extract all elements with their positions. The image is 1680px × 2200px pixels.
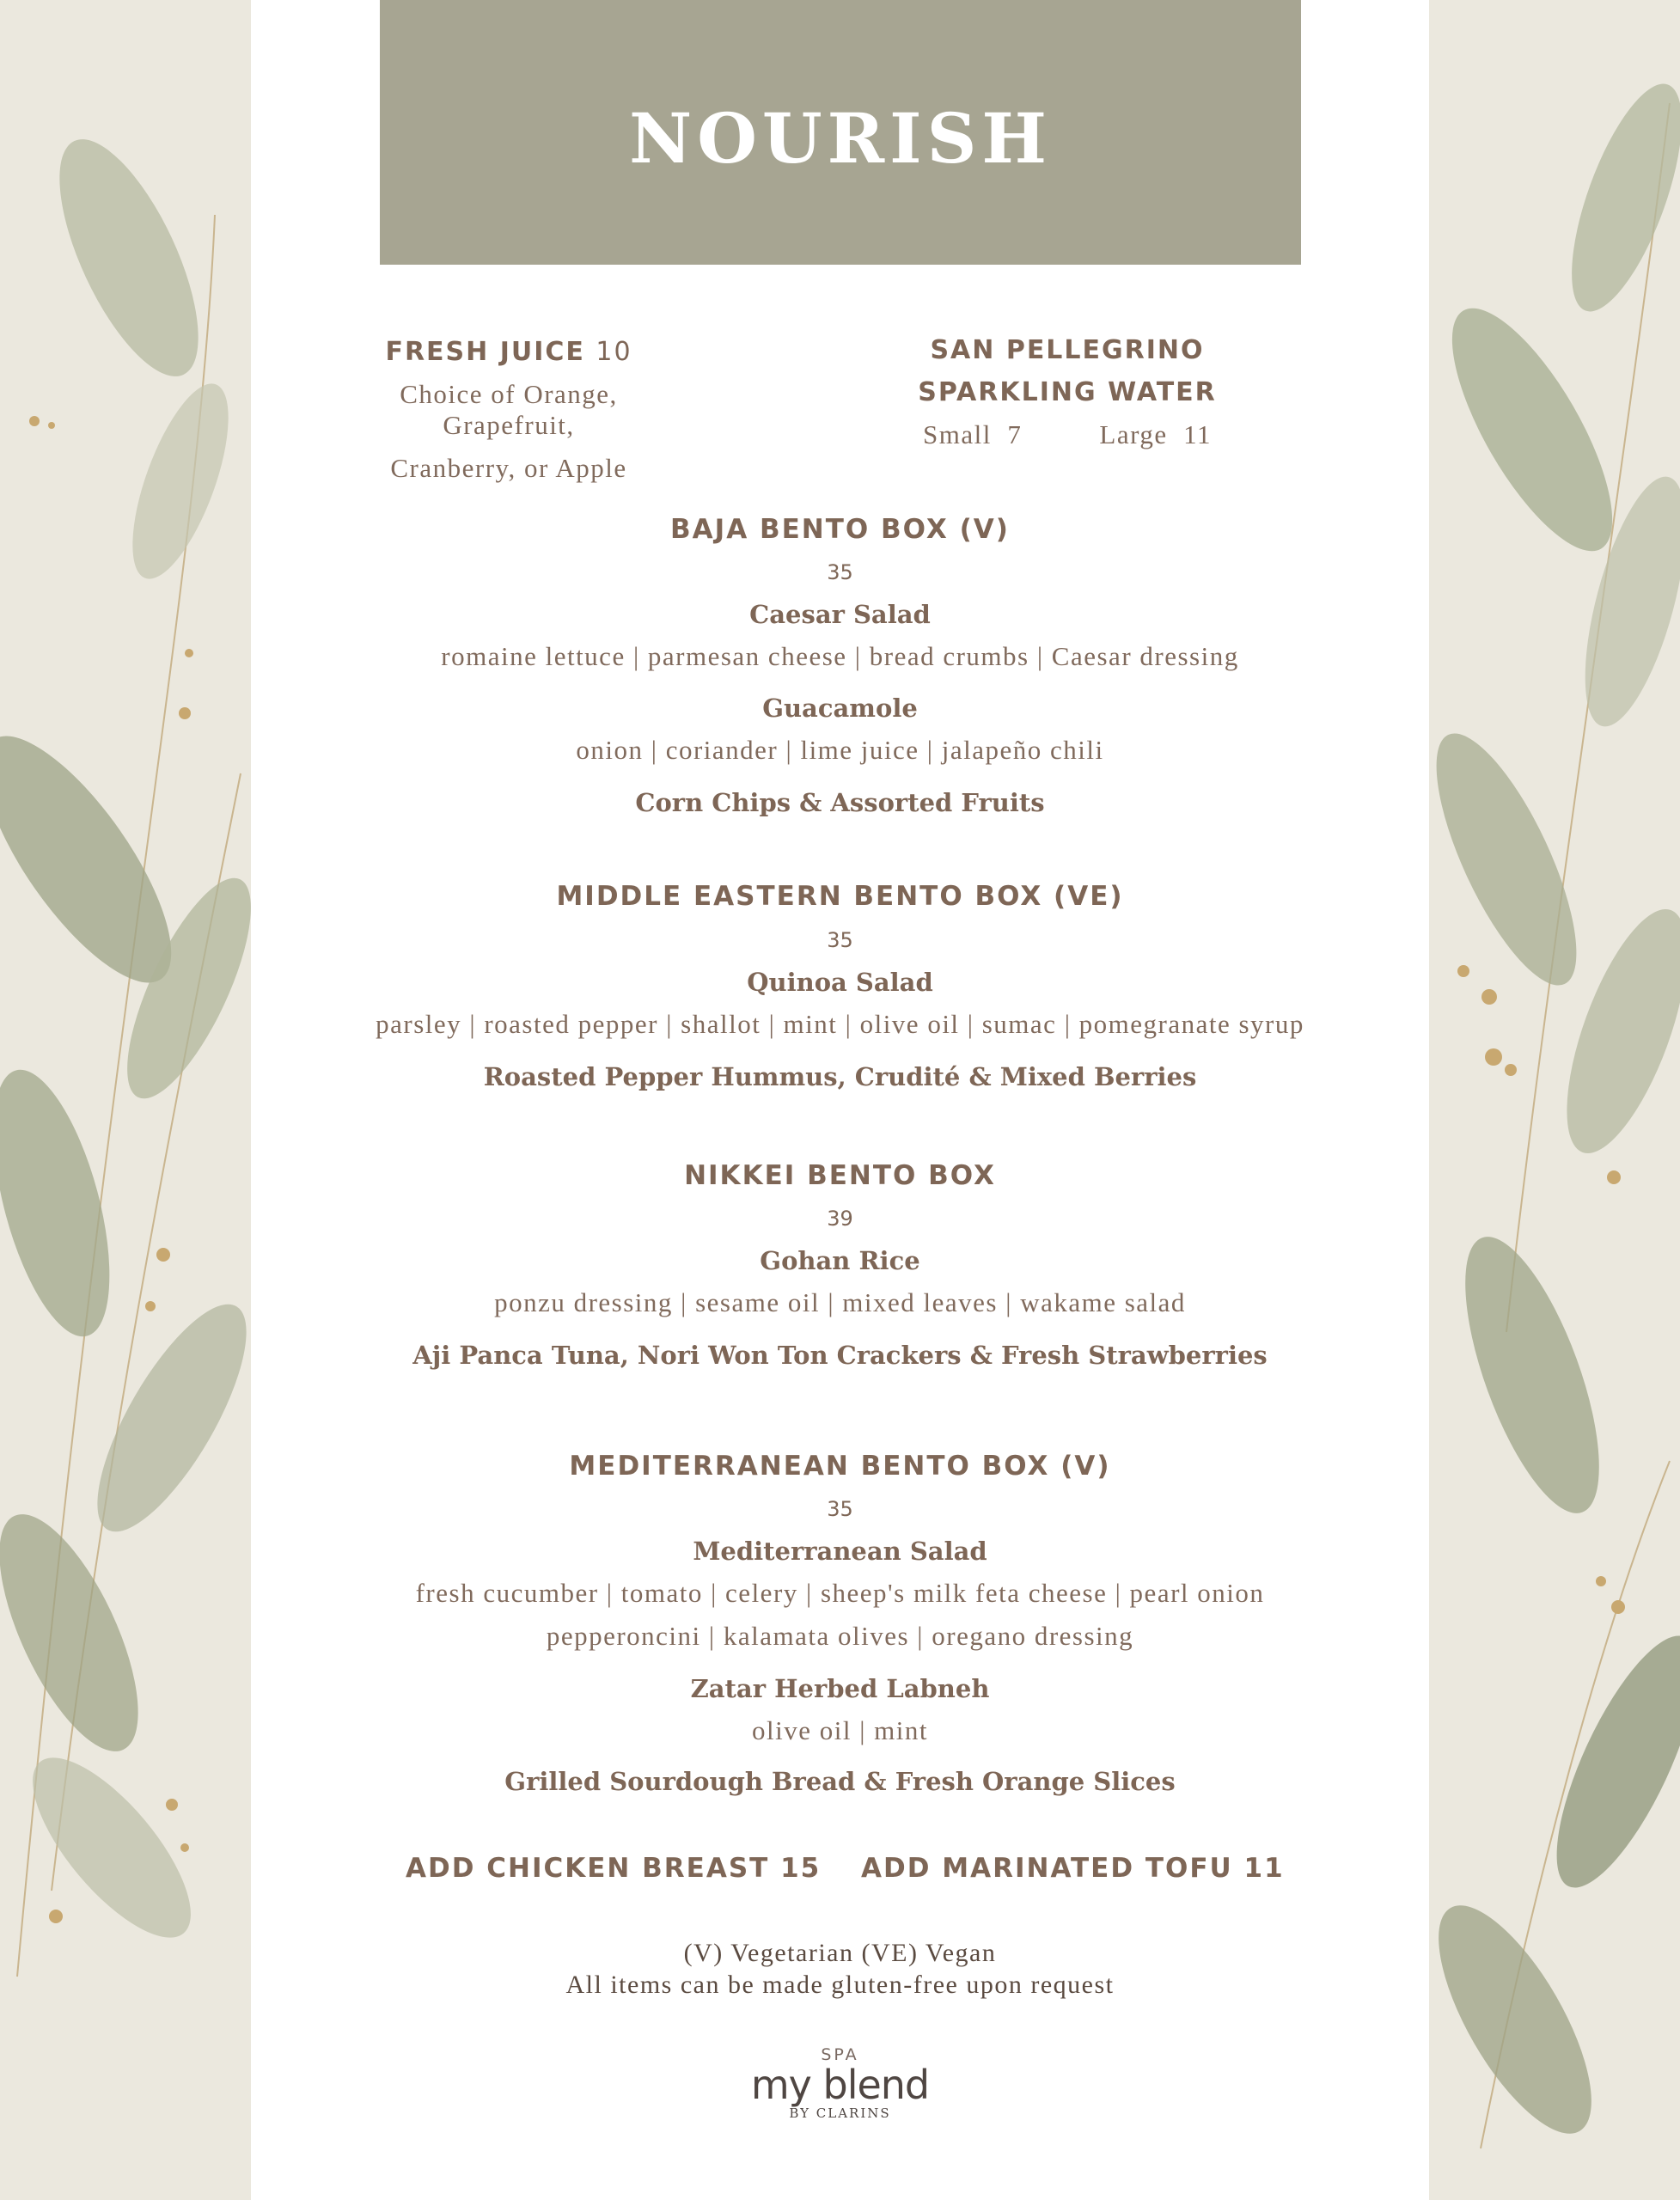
juice-desc-2: Cranberry, or Apple bbox=[390, 453, 627, 483]
quinoa-salad-title: Quinoa Salad bbox=[747, 968, 933, 997]
guacamole-title: Guacamole bbox=[762, 694, 918, 723]
logo-by: BY CLARINS bbox=[789, 2105, 891, 2121]
labneh-title: Zatar Herbed Labneh bbox=[690, 1674, 990, 1703]
leaf-illustration-right bbox=[1429, 0, 1680, 2200]
leaf-illustration-left bbox=[0, 0, 251, 2200]
middle-eastern-bento-heading: MIDDLE EASTERN BENTO BOX (VE) bbox=[556, 881, 1124, 912]
baja-bento-price: 35 bbox=[827, 560, 853, 584]
page-title: NOURISH bbox=[629, 98, 1052, 179]
mediterranean-salad-desc: fresh cucumber | tomato | celery | sheep's milk feta cheese | pearl onion bbox=[415, 1578, 1265, 1608]
left-leaf-decoration bbox=[0, 0, 251, 2200]
caesar-salad-title: Caesar Salad bbox=[749, 600, 931, 629]
juice-desc-1: Choice of Orange, Grapefruit, bbox=[400, 379, 618, 440]
hummus-title: Roasted Pepper Hummus, Crudité & Mixed Berries bbox=[483, 1062, 1197, 1091]
quinoa-salad-desc: parsley | roasted pepper | shallot | mint | olive oil | sumac | pomegranate syrup bbox=[376, 1009, 1304, 1039]
water-name-2: SPARKLING WATER bbox=[918, 377, 1217, 407]
logo-brand: my blend bbox=[750, 2062, 930, 2108]
diet-legend: (V) Vegetarian (VE) Vegan bbox=[683, 1939, 997, 1967]
mediterranean-salad-title: Mediterranean Salad bbox=[693, 1537, 987, 1566]
water-sizes bbox=[913, 419, 1222, 450]
menu-page bbox=[251, 0, 1429, 2200]
title-banner bbox=[380, 0, 1301, 265]
juice-name: FRESH JUICE bbox=[385, 337, 585, 367]
right-leaf-decoration bbox=[1429, 0, 1680, 2200]
guacamole-desc: onion | coriander | lime juice | jalapeño chili bbox=[576, 735, 1104, 765]
water-small-price: 7 bbox=[1007, 419, 1023, 449]
labneh-desc: olive oil | mint bbox=[751, 1715, 928, 1745]
water-large-label: Large bbox=[1099, 419, 1168, 449]
logo-spa: SPA bbox=[821, 2045, 859, 2064]
sourdough-title: Grilled Sourdough Bread & Fresh Orange Slices bbox=[504, 1767, 1176, 1796]
water-section bbox=[913, 335, 1222, 450]
nikkei-bento-heading: NIKKEI BENTO BOX bbox=[684, 1160, 996, 1191]
spa-logo bbox=[251, 2045, 1429, 2121]
corn-chips-title: Corn Chips & Assorted Fruits bbox=[635, 788, 1045, 817]
water-small-label: Small bbox=[923, 419, 992, 449]
tuna-title: Aji Panca Tuna, Nori Won Ton Crackers & Fresh Strawberries bbox=[412, 1341, 1268, 1370]
mediterranean-bento-heading: MEDITERRANEAN BENTO BOX (V) bbox=[569, 1451, 1111, 1482]
add-tofu: ADD MARINATED TOFU 11 bbox=[861, 1853, 1285, 1884]
mediterranean-bento-price: 35 bbox=[827, 1497, 853, 1521]
juice-section bbox=[354, 337, 663, 484]
mediterranean-salad-desc-2: pepperoncini | kalamata olives | oregano dressing bbox=[546, 1621, 1134, 1651]
water-name-1: SAN PELLEGRINO bbox=[930, 335, 1205, 365]
gohan-rice-title: Gohan Rice bbox=[760, 1246, 920, 1275]
juice-price: 10 bbox=[596, 337, 632, 367]
nikkei-bento-price: 39 bbox=[827, 1207, 853, 1231]
middle-eastern-bento-price: 35 bbox=[827, 928, 853, 952]
gluten-free-note: All items can be made gluten-free upon request bbox=[565, 1971, 1115, 1999]
baja-bento-heading: BAJA BENTO BOX (V) bbox=[670, 514, 1010, 545]
water-large-price: 11 bbox=[1183, 419, 1212, 449]
caesar-salad-desc: romaine lettuce | parmesan cheese | bread crumbs | Caesar dressing bbox=[441, 641, 1239, 671]
add-chicken: ADD CHICKEN BREAST 15 bbox=[406, 1853, 822, 1884]
gohan-rice-desc: ponzu dressing | sesame oil | mixed leaves | wakame salad bbox=[494, 1287, 1186, 1317]
